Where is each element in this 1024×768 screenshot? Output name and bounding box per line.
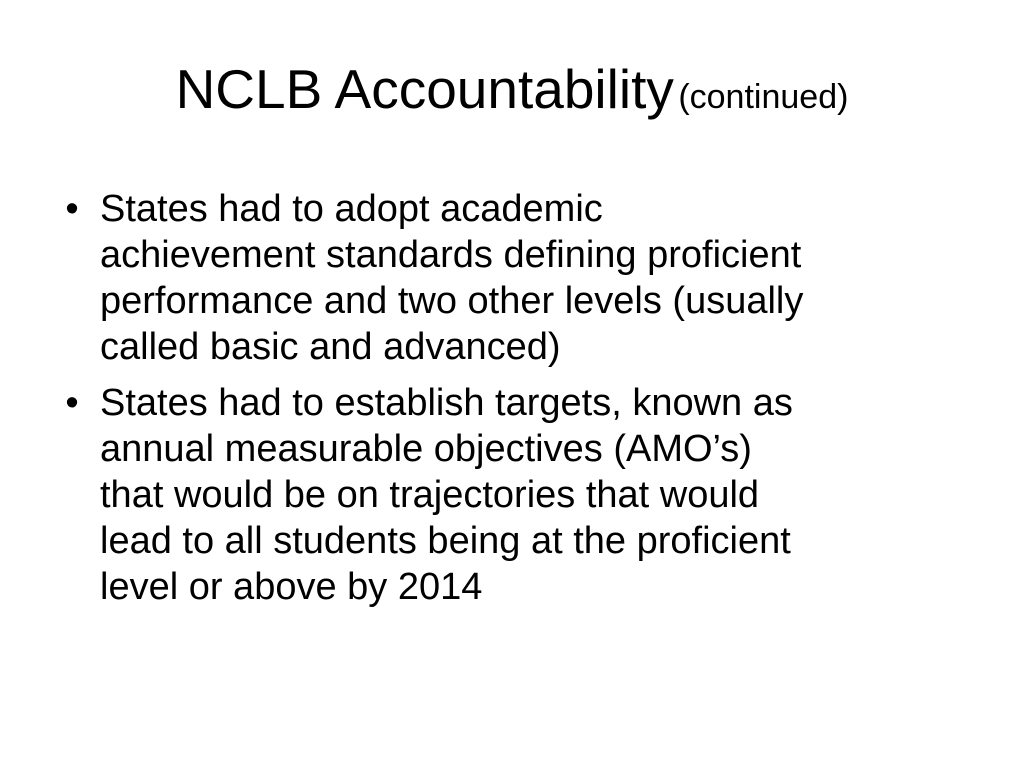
bullet-line: lead to all students being at the proficient bbox=[100, 520, 791, 562]
bullet-line: called basic and advanced) bbox=[100, 326, 561, 368]
title-text: NCLB Accountability bbox=[175, 58, 674, 120]
bullet-line: States had to adopt academic bbox=[100, 188, 603, 230]
bullet-icon: • bbox=[65, 382, 79, 424]
title-suffix: (continued) bbox=[678, 78, 849, 116]
bullet-line: States had to establish targets, known as bbox=[100, 382, 793, 424]
bullet-line: achievement standards defining proficient bbox=[100, 234, 802, 276]
bullet-icon: • bbox=[65, 188, 79, 230]
bullet-line: annual measurable objectives (AMO’s) bbox=[100, 428, 752, 470]
slide-title bbox=[0, 58, 1024, 120]
bullet-line: level or above by 2014 bbox=[100, 566, 483, 608]
bullet-line: that would be on trajectories that would bbox=[100, 474, 760, 516]
bullet-item bbox=[60, 186, 960, 370]
bullet-item bbox=[60, 380, 960, 610]
bullet-list bbox=[60, 186, 960, 620]
bullet-line: performance and two other levels (usually bbox=[100, 280, 804, 322]
